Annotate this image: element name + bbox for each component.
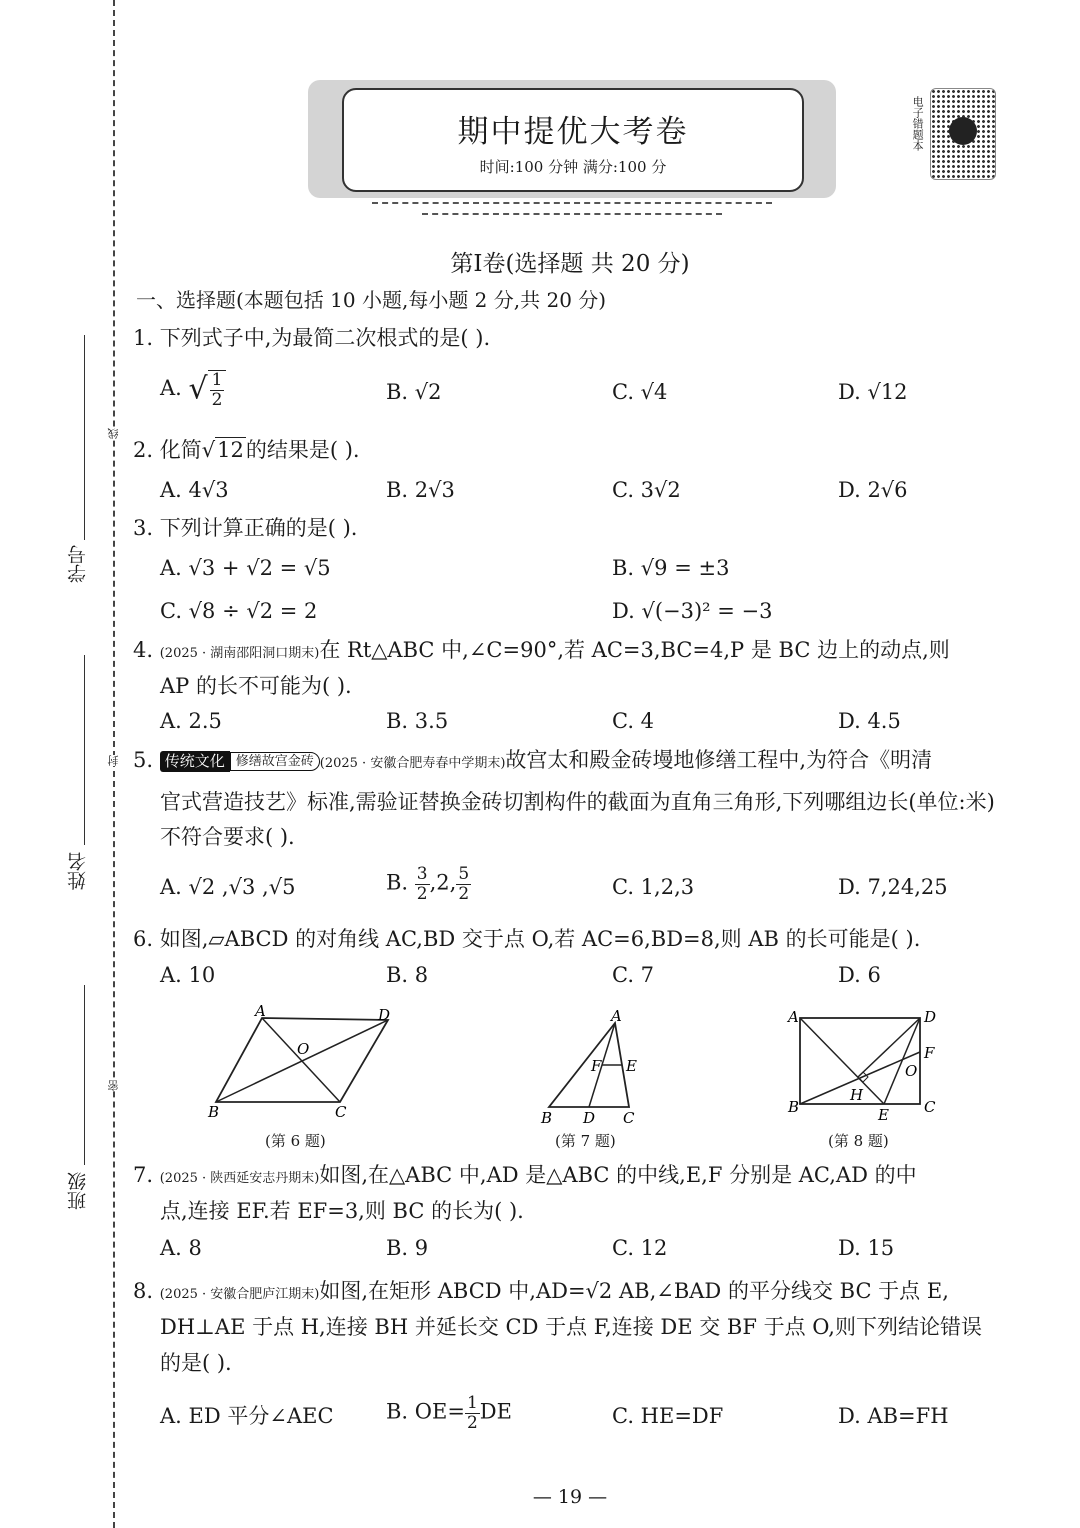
q8-number: 8. (133, 1279, 154, 1303)
q1-option-c: C. √4 (612, 380, 668, 404)
q5-option-a: A. √2 ,√3 ,√5 (160, 875, 296, 899)
qr-label: 电子错题本 (911, 96, 925, 151)
q7-option-c: C. 12 (612, 1236, 668, 1260)
q5-option-c: C. 1,2,3 (612, 875, 695, 899)
q8-option-c: C. HE=DF (612, 1404, 724, 1428)
q6-number: 6. (133, 927, 154, 951)
q6-option-d: D. 6 (838, 963, 881, 987)
fraction-numerator: 1 (466, 1393, 478, 1413)
q6-text: 如图,▱ABCD 的对角线 AC,BD 交于点 O,若 AC=6,BD=8,则 AB 的长可能是( ). (159, 927, 921, 951)
q4-line2: AP 的长不可能为( ). (160, 674, 352, 698)
q5-number: 5. (133, 748, 154, 772)
name-label: 姓名 (67, 852, 89, 890)
fig6-label-a: A (255, 1002, 266, 1020)
q8-line3: 的是( ). (160, 1351, 232, 1375)
q3-number: 3. (133, 516, 154, 540)
fig8-label-o: O (905, 1062, 918, 1080)
q2-option-c: C. 3√2 (612, 478, 681, 502)
q2-stem: 2. 化简√12的结果是( ). (133, 438, 360, 462)
q5-line3: 不符合要求( ). (160, 825, 295, 849)
fraction-denominator: 2 (416, 883, 428, 904)
part-heading: 一、选择题(本题包括 10 小题,每小题 2 分,共 20 分) (136, 288, 607, 312)
q2-number: 2. (133, 438, 154, 462)
fraction-denominator: 2 (466, 1412, 478, 1433)
q3-stem (133, 518, 357, 539)
q6-option-a: A. 10 (160, 963, 216, 987)
q7-option-b: B. 9 (386, 1236, 429, 1260)
q3-option-c: C. √8 ÷ √2 = 2 (160, 599, 318, 623)
q2-text-pre: 化简 (159, 438, 202, 462)
title-banner (342, 88, 804, 192)
fraction-numerator: 5 (458, 864, 470, 884)
fraction-denominator: 2 (458, 883, 470, 904)
q4-number: 4. (133, 638, 154, 662)
q5-line2: 官式营造技艺》标准,需验证替换金砖切割构件的截面为直角三角形,下列哪组边长(单位:米) (160, 790, 995, 814)
figure-7-caption: (第 7 题) (555, 1132, 616, 1150)
q2-radicand: 12 (217, 438, 244, 462)
fig8-label-d: D (924, 1008, 937, 1026)
q2-text-post: 的结果是( ). (245, 438, 360, 462)
q5-source: (2025 · 安徽合肥寿春中学期末) (319, 756, 506, 771)
q8-option-b-label: B. OE= (386, 1399, 465, 1424)
q1-option-a (160, 370, 226, 409)
fig7-label-d: D (583, 1109, 596, 1127)
q4-option-a: A. 2.5 (160, 709, 222, 733)
q1-option-d: D. √12 (838, 380, 908, 404)
q5-b-frac2 (456, 865, 471, 903)
q1-option-a-label: A. (160, 376, 182, 401)
q5-option-d: D. 7,24,25 (838, 875, 948, 899)
fig7-label-f: F (591, 1057, 602, 1075)
figure-7-triangle (535, 1005, 645, 1130)
exam-time-score: 时间:100 分钟 满分:100 分 (479, 158, 667, 176)
section-title: 第Ⅰ卷(选择题 共 20 分) (450, 251, 690, 277)
fig8-label-h: H (850, 1086, 864, 1104)
title-decoration-line (422, 213, 722, 215)
q3-option-d: D. √(−3)² = −3 (612, 599, 773, 623)
student-id-field-line (84, 335, 85, 540)
q4-stem (133, 640, 950, 661)
q8-stem (133, 1281, 949, 1302)
figure-6-caption: (第 6 题) (265, 1132, 326, 1150)
bisector-ae (800, 1018, 884, 1104)
figure-6-parallelogram (200, 1000, 410, 1125)
q3-text: 下列计算正确的是( ). (159, 516, 358, 540)
fig8-label-b: B (788, 1098, 800, 1116)
fig6-label-d: D (378, 1006, 391, 1024)
cut-mark-secret: 密 (107, 1080, 120, 1091)
fig7-label-e: E (626, 1057, 637, 1075)
q4-line1: 在 Rt△ABC 中,∠C=90°,若 AC=3,BC=4,P 是 BC 边上的动点,则 (319, 638, 950, 662)
q7-source: (2025 · 陕西延安志丹期末) (159, 1171, 320, 1186)
q2-option-a: A. 4√3 (160, 478, 229, 502)
diagonal-ac (262, 1018, 340, 1102)
q2-option-b: B. 2√3 (386, 478, 455, 502)
figure-8-rectangle (780, 1000, 950, 1125)
student-id-label: 学号 (67, 545, 89, 583)
q5-option-b (386, 865, 471, 903)
fig8-label-c: C (924, 1098, 936, 1116)
class-field-line (84, 985, 85, 1165)
q1-text: 下列式子中,为最简二次根式的是( ). (159, 326, 491, 350)
q4-option-b: B. 3.5 (386, 709, 449, 733)
q5-line1: 故宫太和殿金砖墁地修缮工程中,为符合《明清 (505, 748, 933, 772)
q5-b-frac1 (415, 865, 430, 903)
q8-option-d: D. AB=FH (838, 1404, 949, 1428)
diagonal-bd (216, 1020, 388, 1102)
fig8-label-e: E (878, 1106, 889, 1124)
q5-b-middle: ,2, (429, 870, 457, 895)
fig8-label-f: F (924, 1044, 935, 1062)
q5-stem (133, 750, 932, 772)
exam-title: 期中提优大考卷 (457, 114, 689, 150)
q6-stem (133, 929, 920, 950)
q7-line1: 如图,在△ABC 中,AD 是△ABC 的中线,E,F 分别是 AC,AD 的中 (319, 1163, 917, 1187)
q8-line2: DH⊥AE 于点 H,连接 BH 并延长交 CD 于点 F,连接 DE 交 BF 于点 O,则下列结论错误 (160, 1315, 982, 1339)
culture-subtag: 修缮故宫金砖 (230, 752, 320, 771)
q7-number: 7. (133, 1163, 154, 1187)
figure-8-caption: (第 8 题) (828, 1132, 889, 1150)
qr-logo-icon (949, 117, 977, 145)
q4-source: (2025 · 湖南邵阳洞口期末) (159, 646, 320, 661)
q1-option-a-fraction (208, 370, 227, 409)
page-number: — 19 — (532, 1486, 608, 1508)
class-label: 班级 (67, 1172, 89, 1210)
q8-b-tail: DE (479, 1399, 512, 1424)
culture-tag: 传统文化 (160, 751, 230, 772)
fraction-denominator: 2 (211, 389, 223, 410)
cut-mark-seal: 封 (107, 755, 120, 766)
q6-option-c: C. 7 (612, 963, 655, 987)
q1-option-b: B. √2 (386, 380, 442, 404)
q4-option-c: C. 4 (612, 709, 655, 733)
q7-option-d: D. 15 (838, 1236, 895, 1260)
q8-option-a: A. ED 平分∠AEC (160, 1404, 334, 1428)
fraction-numerator: 1 (211, 370, 223, 390)
radical-icon: √ (188, 371, 208, 407)
q2-option-d: D. 2√6 (838, 478, 908, 502)
q1-number: 1. (133, 326, 154, 350)
qr-code-icon[interactable] (930, 88, 996, 180)
q7-stem (133, 1165, 917, 1186)
fraction-numerator: 3 (416, 864, 428, 884)
q7-option-a: A. 8 (160, 1236, 202, 1260)
fig6-label-c: C (335, 1103, 347, 1121)
q8-b-fraction (465, 1394, 480, 1432)
cut-mark-line: 线 (107, 428, 120, 439)
fig7-label-b: B (541, 1109, 553, 1127)
title-decoration-line (372, 202, 772, 204)
q6-option-b: B. 8 (386, 963, 429, 987)
fig8-label-a: A (788, 1008, 799, 1026)
q8-line1: 如图,在矩形 ABCD 中,AD=√2 AB,∠BAD 的平分线交 BC 于点 E, (319, 1279, 949, 1303)
segment-de (884, 1018, 920, 1104)
fig6-label-b: B (208, 1103, 220, 1121)
q3-option-a: A. √3 + √2 = √5 (160, 556, 331, 580)
name-field-line (84, 655, 85, 845)
q3-option-b: B. √9 = ±3 (612, 556, 730, 580)
q5-option-b-label: B. (386, 870, 409, 895)
q4-option-d: D. 4.5 (838, 709, 901, 733)
fig6-label-o: O (297, 1040, 310, 1058)
fig7-label-a: A (611, 1007, 622, 1025)
q1-stem (133, 328, 490, 349)
q8-source: (2025 · 安徽合肥庐江期末) (159, 1287, 320, 1302)
q8-option-b (386, 1394, 512, 1432)
q7-line2: 点,连接 EF.若 EF=3,则 BC 的长为( ). (160, 1199, 524, 1223)
fig7-label-c: C (623, 1109, 635, 1127)
